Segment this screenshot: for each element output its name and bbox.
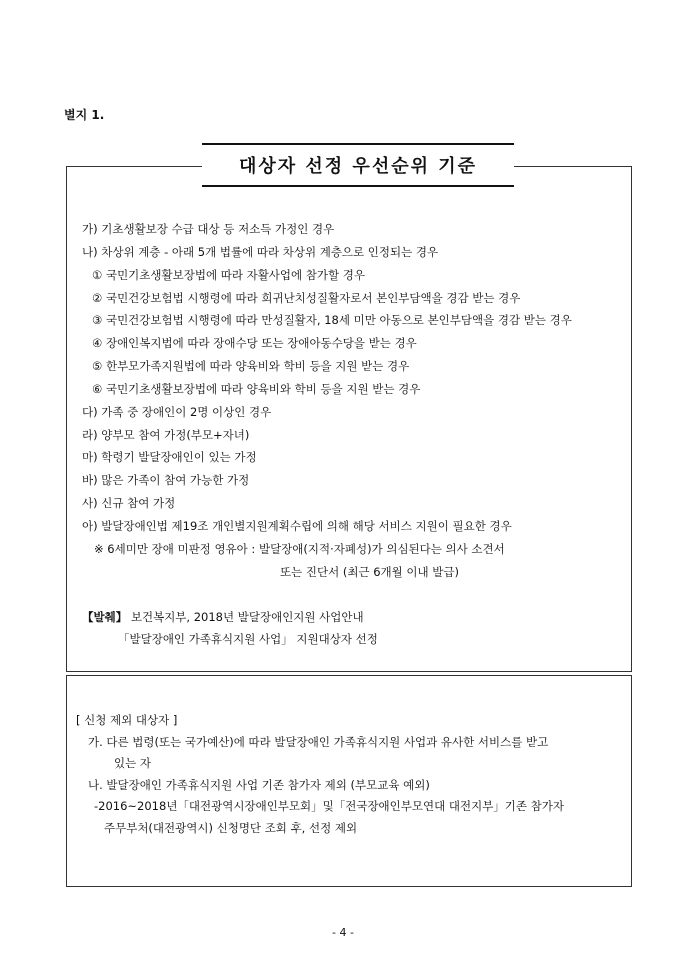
criteria-subitem: ④ 장애인복지법에 따라 장애수당 또는 장애아동수당을 받는 경우 xyxy=(92,336,417,351)
criteria-item: 나) 차상위 계층 - 아래 5개 법률에 따라 차상위 계층으로 인정되는 경우 xyxy=(82,244,439,259)
source-line-2: 「발달장애인 가족휴식지원 사업」 지원대상자 선정 xyxy=(118,632,378,646)
source-text: 보건복지부, 2018년 발달장애인지원 사업안내 xyxy=(127,610,364,624)
page-title: 대상자 선정 우선순위 기준 xyxy=(202,143,514,187)
exclusion-item-continued: 주무부처(대전광역시) 신청명단 조회 후, 선정 제외 xyxy=(104,820,358,835)
criteria-subitem: ③ 국민건강보험법 시행령에 따라 만성질활자, 18세 미만 아동으로 본인부담액을 경감 받는 경우 xyxy=(92,313,572,328)
criteria-subitem: ⑥ 국민기초생활보장법에 따라 양육비와 학비 등을 지원 받는 경우 xyxy=(92,381,421,396)
criteria-item: 라) 양부모 참여 가정(부모+자녀) xyxy=(82,427,250,442)
exclusion-item-continued: 있는 자 xyxy=(114,756,151,770)
criteria-subitem: ① 국민기초생활보장법에 따라 자활사업에 참가할 경우 xyxy=(92,267,365,282)
page-number: - 4 - xyxy=(332,926,354,939)
criteria-item: 가) 기초생활보장 수급 대상 등 저소득 가정인 경우 xyxy=(82,222,335,236)
criteria-note-continued: 또는 진단서 (최근 6개월 이내 발급) xyxy=(280,564,459,579)
criteria-subitem: ② 국민건강보험법 시행령에 따라 희귀난치성질활자로서 본인부담액을 경감 받는 경우 xyxy=(92,290,521,305)
criteria-list xyxy=(82,218,627,584)
criteria-subitem: ⑤ 한부모가족지원법에 따라 양육비와 학비 등을 지원 받는 경우 xyxy=(92,359,410,374)
criteria-note: ※ 6세미만 장애 미판정 영유아 : 발달장애(지적·자폐성)가 의심된다는 의사 소견서 xyxy=(94,541,505,556)
criteria-item: 아) 발달장애인법 제19조 개인별지원계획수립에 의해 해당 서비스 지원이 필요한 경우 xyxy=(82,518,512,533)
source-label: 【발췌】 xyxy=(82,610,128,624)
exclusion-section xyxy=(76,710,624,839)
attachment-label: 별지 1. xyxy=(64,108,105,122)
source-line-1 xyxy=(82,606,627,628)
source-citation xyxy=(82,606,627,650)
criteria-item: 다) 가족 중 장애인이 2명 이상인 경우 xyxy=(82,404,272,419)
exclusion-item: 나. 발달장애인 가족휴식지원 사업 기존 참가자 제외 (부모교육 예외) xyxy=(88,777,430,792)
criteria-item: 사) 신규 참여 가정 xyxy=(82,496,176,511)
criteria-item: 마) 학령기 발달장애인이 있는 가정 xyxy=(82,450,257,465)
exclusion-item: -2016~2018년「대전광역시장애인부모회」및「전국장애인부모연대 대전지부」기존 참가자 xyxy=(94,799,565,813)
criteria-item: 바) 많은 가족이 참여 가능한 가정 xyxy=(82,473,250,488)
exclusion-item: 가. 다른 법령(또는 국가예산)에 따라 발달장애인 가족휴식지원 사업과 유사한 서비스를 받고 xyxy=(88,734,549,749)
exclusion-heading: [ 신청 제외 대상자 ] xyxy=(76,713,178,727)
